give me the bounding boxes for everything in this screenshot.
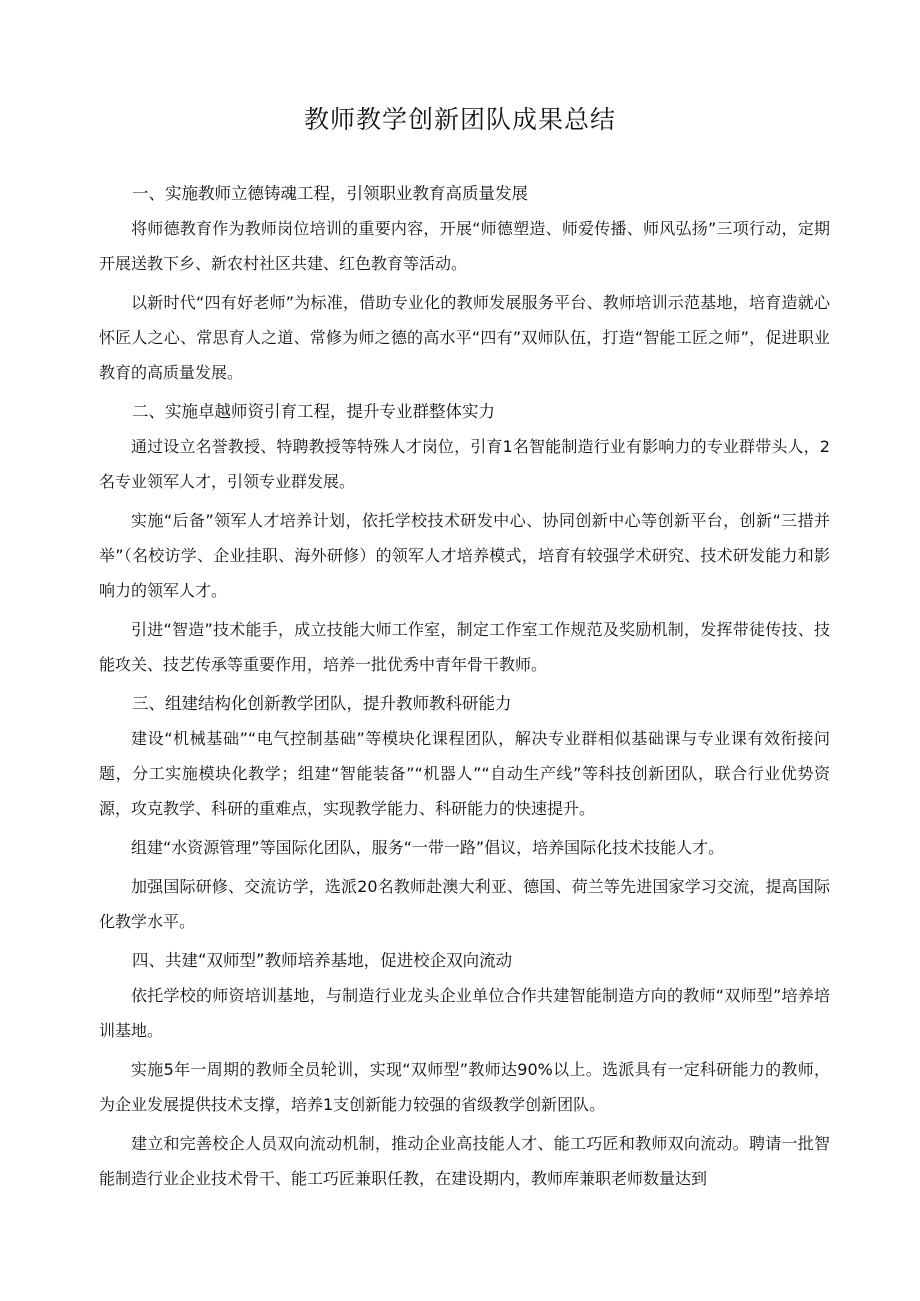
body-paragraph: 通过设立名誉教授、特聘教授等特殊人才岗位，引育1名智能制造行业有影响力的专业群带头人，2名专业领军人才，引领专业群发展。 [99, 437, 830, 491]
body-paragraph: 建立和完善校企人员双向流动机制，推动企业高技能人才、能工巧匠和教师双向流动。聘请一批智能制造行业企业技术骨干、能工巧匠兼职任教，在建设期内，教师库兼职老师数量达到 [99, 1134, 830, 1188]
body-paragraph: 引进“智造”技术能手，成立技能大师工作室，制定工作室工作规范及奖励机制，发挥带徒传技、技能攻关、技艺传承等重要作用，培养一批优秀中青年骨干教师。 [99, 620, 830, 674]
body-paragraph: 组建“水资源管理”等国际化团队，服务“一带一路”倡议，培养国际化技术技能人才。 [131, 838, 725, 857]
document-title: 教师教学创新团队成果总结 [303, 105, 616, 134]
body-paragraph: 以新时代“四有好老师”为标准，借助专业化的教师发展服务平台、教师培训示范基地，培育造就心怀匠人之心、常思育人之道、常修为师之德的高水平“四有”双师队伍，打造“智能工匠之师”，促进职业教育的高质量发展。 [99, 293, 830, 382]
body-paragraph: 依托学校的师资培训基地，与制造行业龙头企业单位合作共建智能制造方向的教师“双师型”培养培训基地。 [99, 986, 830, 1040]
body-paragraph: 实施5年一周期的教师全员轮训，实现“双师型”教师达90%以上。选派具有一定科研能力的教师，为企业发展提供技术支撑，培养1支创新能力较强的省级教学创新团队。 [99, 1060, 830, 1114]
body-paragraph: 将师德教育作为教师岗位培训的重要内容，开展“师德塑造、师爱传播、师风弘扬”三项行动，定期开展送教下乡、新农村社区共建、红色教育等活动。 [99, 219, 830, 273]
body-paragraph: 实施“后备”领军人才培养计划，依托学校技术研发中心、协同创新中心等创新平台，创新“三措并举”（名校访学、企业挂职、海外研修）的领军人才培养模式，培育有较强学术研究、技术研发能力和影响力的领军人才。 [99, 511, 830, 600]
section-heading: 二、实施卓越师资引育工程，提升专业群整体实力 [132, 402, 495, 421]
document-body [99, 176, 830, 1200]
body-paragraph: 建设“机械基础”“电气控制基础”等模块化课程团队，解决专业群相似基础课与专业课有效衔接问题，分工实施模块化教学；组建“智能装备”“机器人”“自动生产线”等科技创新团队，联合行业优势资源，攻克教学、科研的重难点，实现教学能力、科研能力的快速提升。 [99, 729, 830, 818]
section-heading: 一、实施教师立德铸魂工程，引领职业教育高质量发展 [132, 184, 528, 203]
section-heading: 三、组建结构化创新教学团队，提升教师教科研能力 [132, 694, 512, 713]
section-heading: 四、共建“双师型”教师培养基地，促进校企双向流动 [132, 951, 513, 970]
body-paragraph: 加强国际研修、交流访学，选派20名教师赴澳大利亚、德国、荷兰等先进国家学习交流，提高国际化教学水平。 [99, 877, 830, 931]
